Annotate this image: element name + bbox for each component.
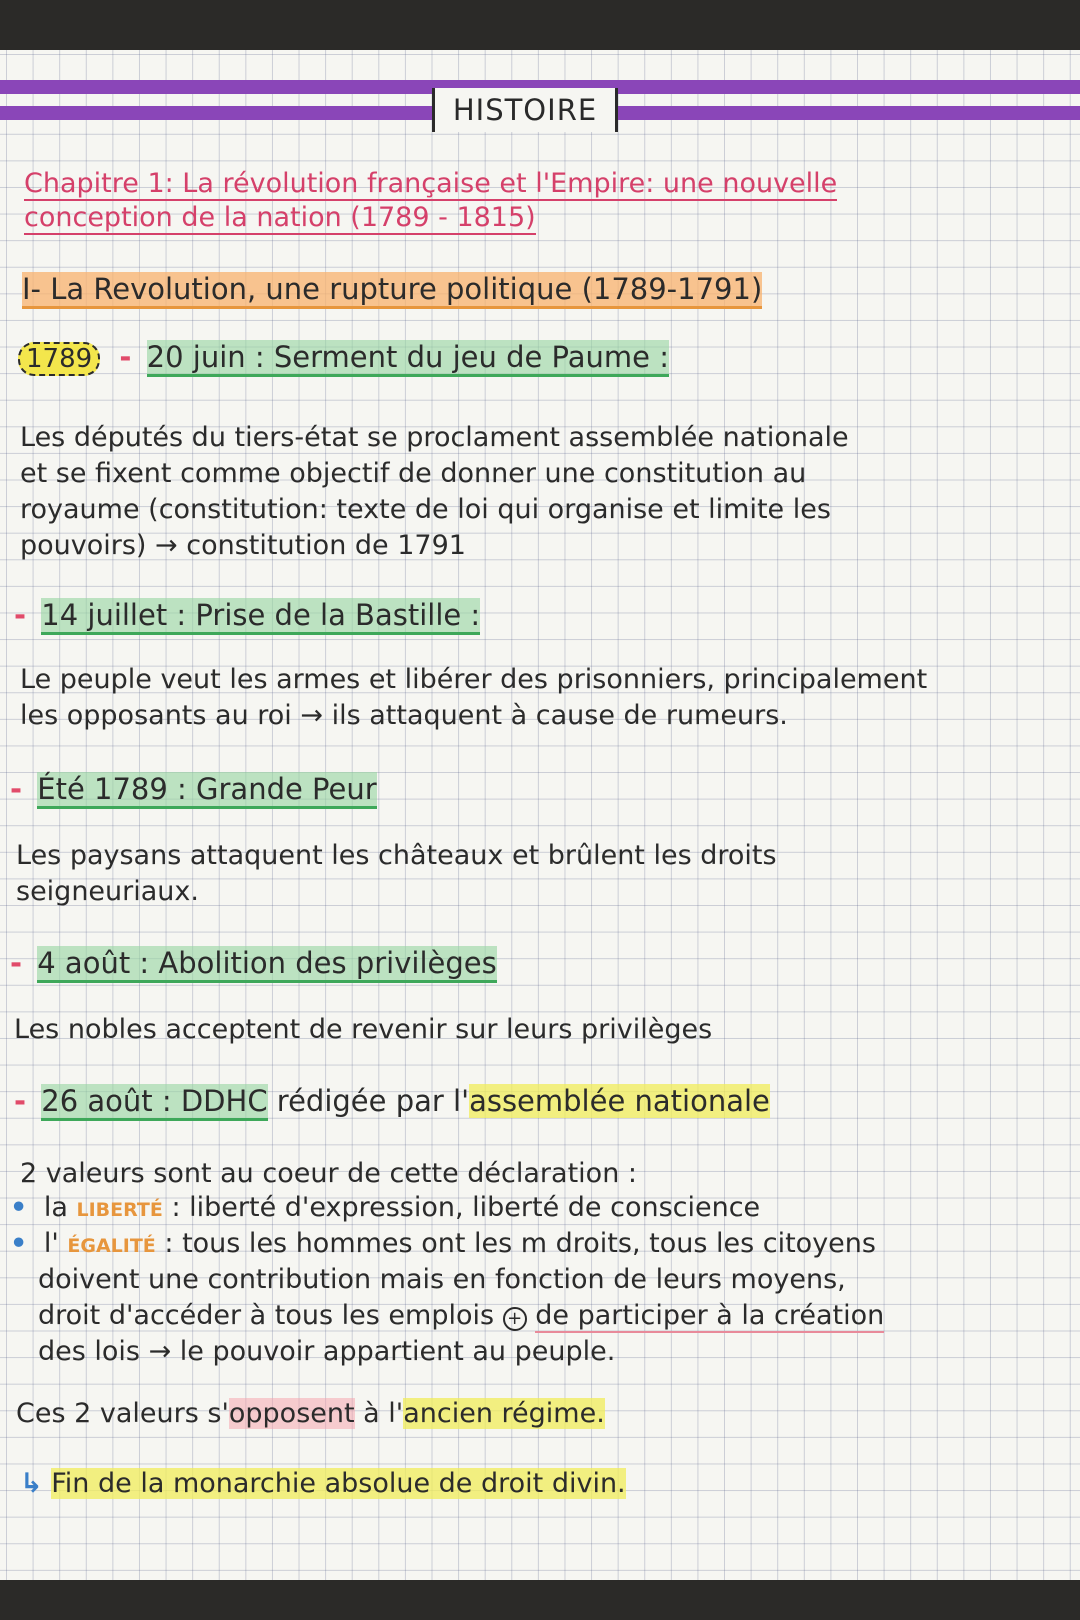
bullet-egalite: • l' ÉGALITÉ : tous les hommes ont les m droits, tous les citoyens <box>10 1226 876 1264</box>
section-title: I- La Revolution, une rupture politique (1789-1791) <box>22 272 762 306</box>
bullet-egalite-continued: des lois → le pouvoir appartient au peuple. <box>38 1336 616 1367</box>
event-text-line: Les paysans attaquent les châteaux et brûlent les droits <box>16 840 777 871</box>
dash-icon: - <box>10 946 23 980</box>
event-text-line: seigneuriaux. <box>16 876 199 907</box>
plus-circle-icon: + <box>503 1307 527 1331</box>
event-heading-20-juin: 1789 - 20 juin : Serment du jeu de Paume : <box>18 340 669 376</box>
subject-title: HISTOIRE <box>432 88 618 132</box>
event-heading-4-aout: - 4 août : Abolition des privilèges <box>10 946 497 980</box>
event-heading-14-juillet: - 14 juillet : Prise de la Bastille : <box>14 598 480 632</box>
event-text-line: royaume (constitution: texte de loi qui organise et limite les <box>20 494 831 525</box>
event-text-line: les opposants au roi → ils attaquent à cause de rumeurs. <box>20 700 788 731</box>
dash-icon: - <box>119 340 132 374</box>
event-heading-26-aout: - 26 août : DDHC rédigée par l'assemblée nationale <box>14 1084 770 1118</box>
corner-arrow-icon: ↳ <box>20 1468 43 1499</box>
notebook-page <box>0 50 1080 1580</box>
closing-line-2: ↳ Fin de la monarchie absolue de droit divin. <box>20 1468 626 1499</box>
chapter-title-line-2: conception de la nation (1789 - 1815) <box>24 202 536 233</box>
dash-icon: - <box>10 772 23 806</box>
dash-icon: - <box>14 1084 27 1118</box>
bullet-egalite-continued: doivent une contribution mais en fonction de leurs moyens, <box>38 1264 846 1295</box>
event-text-line: Le peuple veut les armes et libérer des prisonniers, principalement <box>20 664 928 695</box>
bullet-liberte: • la LIBERTÉ : liberté d'expression, liberté de conscience <box>10 1190 760 1228</box>
bullet-egalite-continued: droit d'accéder à tous les emplois + de participer à la création <box>38 1300 885 1331</box>
chapter-title-line-1: Chapitre 1: La révolution française et l'Empire: une nouvelle <box>24 168 838 199</box>
event-text-line: pouvoirs) → constitution de 1791 <box>20 530 466 561</box>
event-text-line: Les nobles acceptent de revenir sur leurs privilèges <box>14 1014 713 1045</box>
event-text-line: Les députés du tiers-état se proclament assemblée nationale <box>20 422 849 453</box>
dash-icon: - <box>14 598 27 632</box>
event-text-line: et se fixent comme objectif de donner une constitution au <box>20 458 807 489</box>
declaration-intro: 2 valeurs sont au coeur de cette déclaration : <box>20 1158 637 1189</box>
closing-line-1: Ces 2 valeurs s'opposent à l'ancien régime. <box>16 1398 605 1429</box>
year-badge: 1789 <box>18 342 100 376</box>
event-heading-ete-1789: - Été 1789 : Grande Peur <box>10 772 377 806</box>
